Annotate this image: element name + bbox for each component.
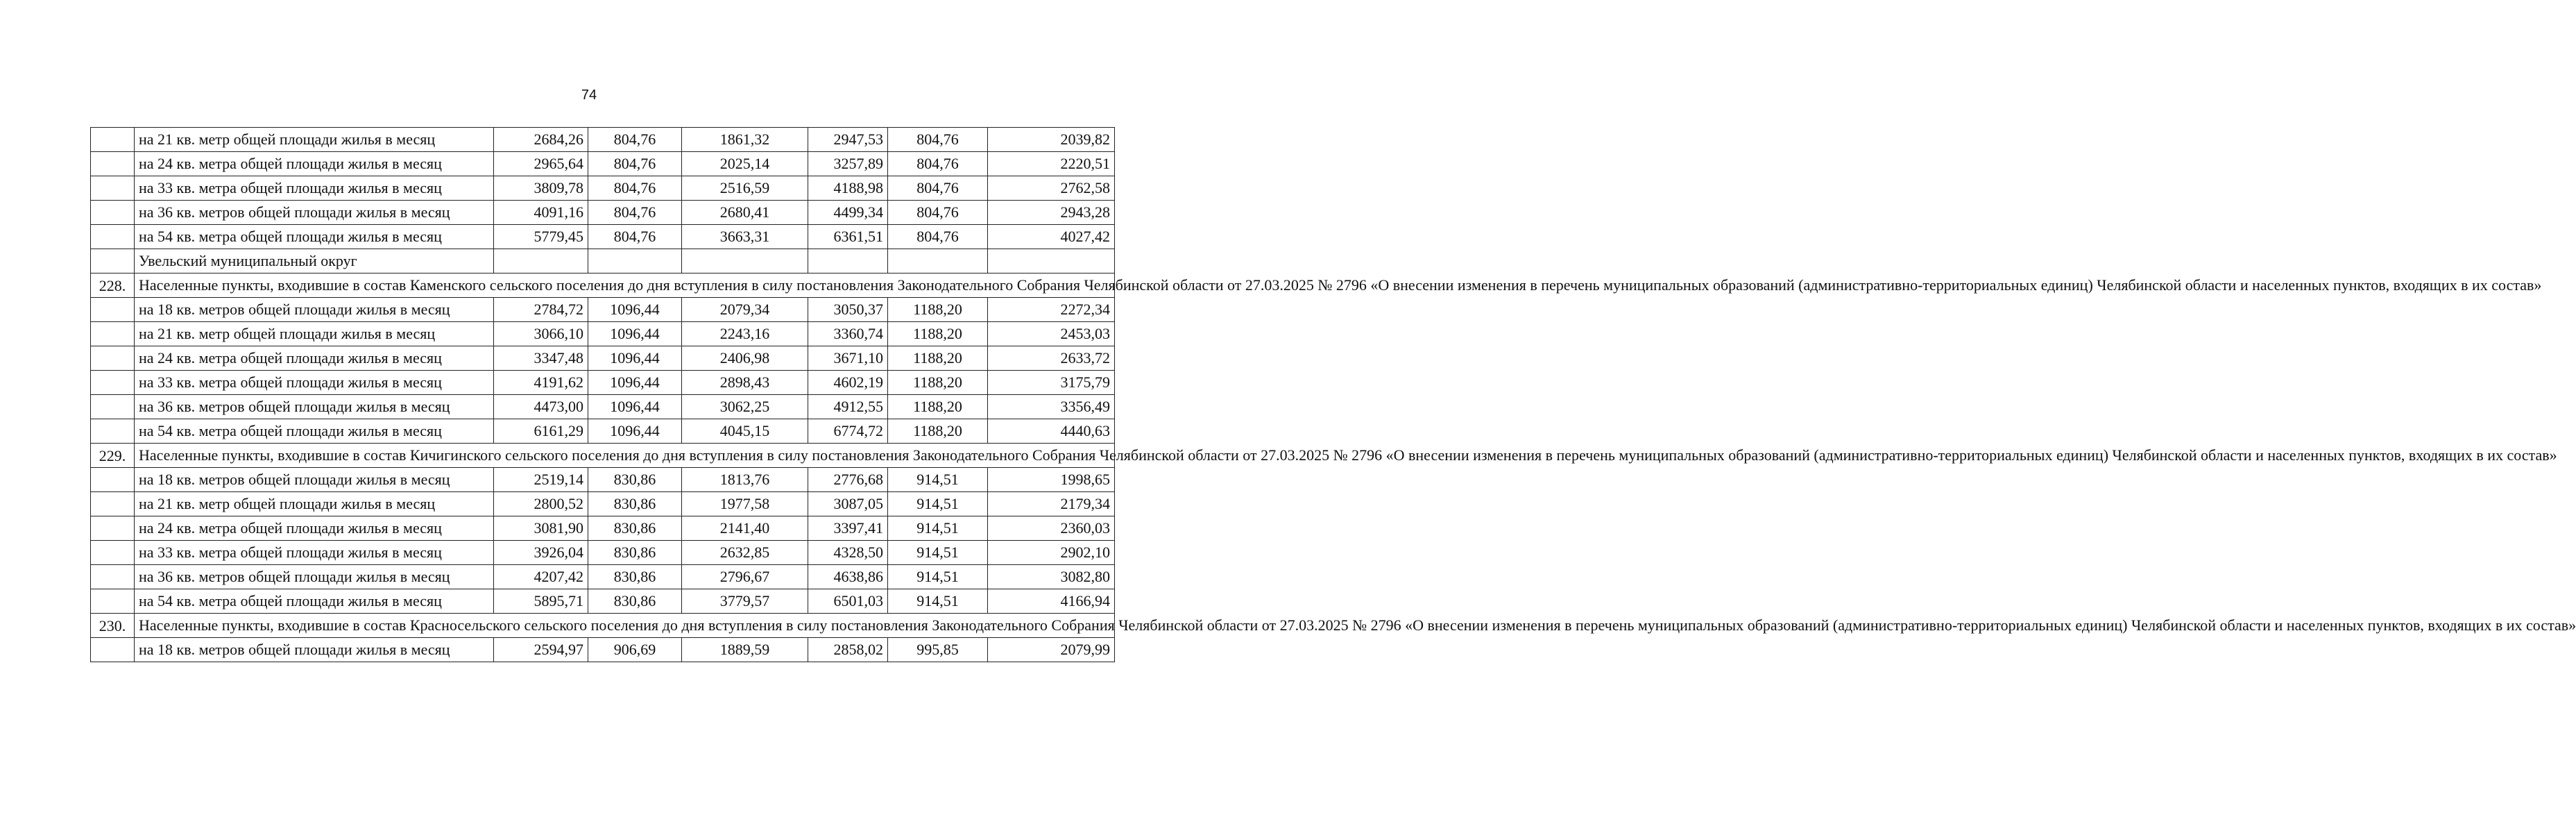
- section-row: [91, 614, 1115, 638]
- section-row: [91, 444, 1115, 468]
- row-label: на 33 кв. метра общей площади жилья в месяц: [135, 541, 494, 565]
- row-index-cell: [91, 152, 135, 176]
- value-cell: 3663,31: [682, 225, 808, 249]
- value-cell: 2680,41: [682, 201, 808, 225]
- value-cell: 5895,71: [494, 589, 588, 614]
- value-cell: 2516,59: [682, 176, 808, 201]
- table-row: [91, 346, 1115, 371]
- table-row: [91, 371, 1115, 395]
- value-cell: 2784,72: [494, 298, 588, 322]
- table-row: [91, 541, 1115, 565]
- empty-cell: [588, 249, 682, 274]
- value-cell: 4912,55: [808, 395, 888, 419]
- value-cell: 1096,44: [588, 371, 682, 395]
- value-cell: 1188,20: [888, 346, 988, 371]
- value-cell: 1096,44: [588, 346, 682, 371]
- table-row: [91, 492, 1115, 516]
- value-cell: 2902,10: [988, 541, 1115, 565]
- value-cell: 830,86: [588, 589, 682, 614]
- value-cell: 1096,44: [588, 419, 682, 444]
- row-index-cell: [91, 322, 135, 346]
- value-cell: 2947,53: [808, 128, 888, 152]
- value-cell: 914,51: [888, 516, 988, 541]
- value-cell: 5779,45: [494, 225, 588, 249]
- value-cell: 1188,20: [888, 322, 988, 346]
- row-label: на 54 кв. метра общей площади жилья в месяц: [135, 225, 494, 249]
- value-cell: 2594,97: [494, 638, 588, 662]
- table-row: [91, 516, 1115, 541]
- empty-cell: [494, 249, 588, 274]
- value-cell: 2800,52: [494, 492, 588, 516]
- value-cell: 3081,90: [494, 516, 588, 541]
- row-index-cell: [91, 419, 135, 444]
- value-cell: 4473,00: [494, 395, 588, 419]
- value-cell: 2039,82: [988, 128, 1115, 152]
- row-label: на 54 кв. метра общей площади жилья в месяц: [135, 419, 494, 444]
- value-cell: 2079,34: [682, 298, 808, 322]
- value-cell: 3062,25: [682, 395, 808, 419]
- value-cell: 4499,34: [808, 201, 888, 225]
- row-label: на 36 кв. метров общей площади жилья в месяц: [135, 565, 494, 589]
- value-cell: 2243,16: [682, 322, 808, 346]
- value-cell: 1813,76: [682, 468, 808, 492]
- value-cell: 1096,44: [588, 322, 682, 346]
- row-index-cell: [91, 128, 135, 152]
- table-row: [91, 638, 1115, 662]
- value-cell: 6361,51: [808, 225, 888, 249]
- value-cell: 995,85: [888, 638, 988, 662]
- value-cell: 804,76: [588, 128, 682, 152]
- value-cell: 3926,04: [494, 541, 588, 565]
- row-label: на 54 кв. метра общей площади жилья в месяц: [135, 589, 494, 614]
- value-cell: 3356,49: [988, 395, 1115, 419]
- value-cell: 2776,68: [808, 468, 888, 492]
- value-cell: 2360,03: [988, 516, 1115, 541]
- tariff-table: [90, 127, 2576, 662]
- value-cell: 804,76: [588, 201, 682, 225]
- value-cell: 804,76: [888, 176, 988, 201]
- section-description: Населенные пункты, входившие в состав Красносельского сельского поселения до дня вступления в силу постановления Законодательного Собрания Челябинской области от 27.03.2025 № 2796 «О внесении изменения в перечень муниципальных образований (административно-территориальных единиц) Челябинской области и населенных пунктов, входящих в их состав»: [135, 614, 1115, 638]
- section-index: 230.: [91, 614, 135, 638]
- value-cell: 2272,34: [988, 298, 1115, 322]
- value-cell: 3347,48: [494, 346, 588, 371]
- value-cell: 2079,99: [988, 638, 1115, 662]
- value-cell: 4440,63: [988, 419, 1115, 444]
- value-cell: 1096,44: [588, 298, 682, 322]
- row-index-cell: [91, 468, 135, 492]
- value-cell: 804,76: [888, 225, 988, 249]
- page-number: 74: [581, 87, 597, 103]
- value-cell: 804,76: [888, 201, 988, 225]
- value-cell: 4191,62: [494, 371, 588, 395]
- section-row: [91, 274, 1115, 298]
- row-index-cell: [91, 589, 135, 614]
- district-row: [91, 249, 1115, 274]
- value-cell: 3257,89: [808, 152, 888, 176]
- value-cell: 2453,03: [988, 322, 1115, 346]
- table-row: [91, 565, 1115, 589]
- value-cell: 804,76: [588, 225, 682, 249]
- value-cell: 2406,98: [682, 346, 808, 371]
- value-cell: 2633,72: [988, 346, 1115, 371]
- table-body: [91, 128, 2576, 662]
- value-cell: 2898,43: [682, 371, 808, 395]
- value-cell: 3779,57: [682, 589, 808, 614]
- table-row: [91, 589, 1115, 614]
- value-cell: 914,51: [888, 468, 988, 492]
- district-label: Увельский муниципальный округ: [135, 249, 494, 274]
- table-row: [91, 468, 1115, 492]
- row-index-cell: [91, 298, 135, 322]
- value-cell: 2141,40: [682, 516, 808, 541]
- empty-cell: [988, 249, 1115, 274]
- value-cell: 3360,74: [808, 322, 888, 346]
- value-cell: 1861,32: [682, 128, 808, 152]
- value-cell: 906,69: [588, 638, 682, 662]
- row-label: на 24 кв. метра общей площади жилья в месяц: [135, 346, 494, 371]
- section-index: 228.: [91, 274, 135, 298]
- table-row: [91, 395, 1115, 419]
- row-index-cell: [91, 565, 135, 589]
- value-cell: 6501,03: [808, 589, 888, 614]
- section-description: Населенные пункты, входившие в состав Каменского сельского поселения до дня вступления в силу постановления Законодательного Собрания Челябинской области от 27.03.2025 № 2796 «О внесении изменения в перечень муниципальных образований (административно-территориальных единиц) Челябинской области и населенных пунктов, входящих в их состав»: [135, 274, 1115, 298]
- value-cell: 6774,72: [808, 419, 888, 444]
- row-index-cell: [91, 371, 135, 395]
- table-row: [91, 225, 1115, 249]
- row-label: на 36 кв. метров общей площади жилья в месяц: [135, 201, 494, 225]
- value-cell: 4045,15: [682, 419, 808, 444]
- row-label: на 18 кв. метров общей площади жилья в месяц: [135, 298, 494, 322]
- value-cell: 2858,02: [808, 638, 888, 662]
- value-cell: 4166,94: [988, 589, 1115, 614]
- row-index-cell: [91, 201, 135, 225]
- value-cell: 3082,80: [988, 565, 1115, 589]
- value-cell: 6161,29: [494, 419, 588, 444]
- value-cell: 1188,20: [888, 419, 988, 444]
- value-cell: 804,76: [588, 152, 682, 176]
- row-label: на 18 кв. метров общей площади жилья в месяц: [135, 468, 494, 492]
- value-cell: 2762,58: [988, 176, 1115, 201]
- value-cell: 914,51: [888, 492, 988, 516]
- value-cell: 2179,34: [988, 492, 1115, 516]
- empty-cell: [808, 249, 888, 274]
- table-row: [91, 322, 1115, 346]
- value-cell: 1188,20: [888, 371, 988, 395]
- row-label: на 21 кв. метр общей площади жилья в месяц: [135, 492, 494, 516]
- value-cell: 4602,19: [808, 371, 888, 395]
- value-cell: 3087,05: [808, 492, 888, 516]
- row-label: на 18 кв. метров общей площади жилья в месяц: [135, 638, 494, 662]
- value-cell: 2965,64: [494, 152, 588, 176]
- row-index-cell: [91, 176, 135, 201]
- row-index-cell: [91, 541, 135, 565]
- row-label: на 21 кв. метр общей площади жилья в месяц: [135, 322, 494, 346]
- row-index-cell: [91, 492, 135, 516]
- row-index-cell: [91, 516, 135, 541]
- value-cell: 3671,10: [808, 346, 888, 371]
- value-cell: 4207,42: [494, 565, 588, 589]
- value-cell: 2684,26: [494, 128, 588, 152]
- empty-cell: [682, 249, 808, 274]
- row-label: на 36 кв. метров общей площади жилья в месяц: [135, 395, 494, 419]
- value-cell: 2220,51: [988, 152, 1115, 176]
- row-label: на 33 кв. метра общей площади жилья в месяц: [135, 371, 494, 395]
- table-row: [91, 176, 1115, 201]
- value-cell: 2025,14: [682, 152, 808, 176]
- table-row: [91, 419, 1115, 444]
- section-index: 229.: [91, 444, 135, 468]
- value-cell: 3809,78: [494, 176, 588, 201]
- value-cell: 1188,20: [888, 298, 988, 322]
- value-cell: 3050,37: [808, 298, 888, 322]
- value-cell: 830,86: [588, 492, 682, 516]
- value-cell: 2796,67: [682, 565, 808, 589]
- value-cell: 1889,59: [682, 638, 808, 662]
- value-cell: 3066,10: [494, 322, 588, 346]
- row-index-cell: [91, 395, 135, 419]
- value-cell: 804,76: [888, 128, 988, 152]
- row-label: на 21 кв. метр общей площади жилья в месяц: [135, 128, 494, 152]
- row-index-cell: [91, 346, 135, 371]
- value-cell: 830,86: [588, 565, 682, 589]
- value-cell: 914,51: [888, 565, 988, 589]
- value-cell: 2943,28: [988, 201, 1115, 225]
- value-cell: 2519,14: [494, 468, 588, 492]
- value-cell: 2632,85: [682, 541, 808, 565]
- row-index-cell: [91, 225, 135, 249]
- value-cell: 4091,16: [494, 201, 588, 225]
- value-cell: 4188,98: [808, 176, 888, 201]
- row-index-cell: [91, 249, 135, 274]
- value-cell: 830,86: [588, 468, 682, 492]
- empty-cell: [888, 249, 988, 274]
- value-cell: 830,86: [588, 541, 682, 565]
- value-cell: 1977,58: [682, 492, 808, 516]
- value-cell: 830,86: [588, 516, 682, 541]
- row-label: на 24 кв. метра общей площади жилья в месяц: [135, 516, 494, 541]
- value-cell: 914,51: [888, 589, 988, 614]
- value-cell: 3397,41: [808, 516, 888, 541]
- row-label: на 33 кв. метра общей площади жилья в месяц: [135, 176, 494, 201]
- value-cell: 4027,42: [988, 225, 1115, 249]
- row-label: на 24 кв. метра общей площади жилья в месяц: [135, 152, 494, 176]
- value-cell: 804,76: [888, 152, 988, 176]
- value-cell: 4328,50: [808, 541, 888, 565]
- table-row: [91, 298, 1115, 322]
- value-cell: 914,51: [888, 541, 988, 565]
- value-cell: 1096,44: [588, 395, 682, 419]
- row-index-cell: [91, 638, 135, 662]
- table-row: [91, 128, 1115, 152]
- value-cell: 1998,65: [988, 468, 1115, 492]
- value-cell: 1188,20: [888, 395, 988, 419]
- table-row: [91, 201, 1115, 225]
- section-description: Населенные пункты, входившие в состав Кичигинского сельского поселения до дня вступления в силу постановления Законодательного Собрания Челябинской области от 27.03.2025 № 2796 «О внесении изменения в перечень муниципальных образований (административно-территориальных единиц) Челябинской области и населенных пунктов, входящих в их состав»: [135, 444, 1115, 468]
- table-row: [91, 152, 1115, 176]
- value-cell: 804,76: [588, 176, 682, 201]
- value-cell: 4638,86: [808, 565, 888, 589]
- value-cell: 3175,79: [988, 371, 1115, 395]
